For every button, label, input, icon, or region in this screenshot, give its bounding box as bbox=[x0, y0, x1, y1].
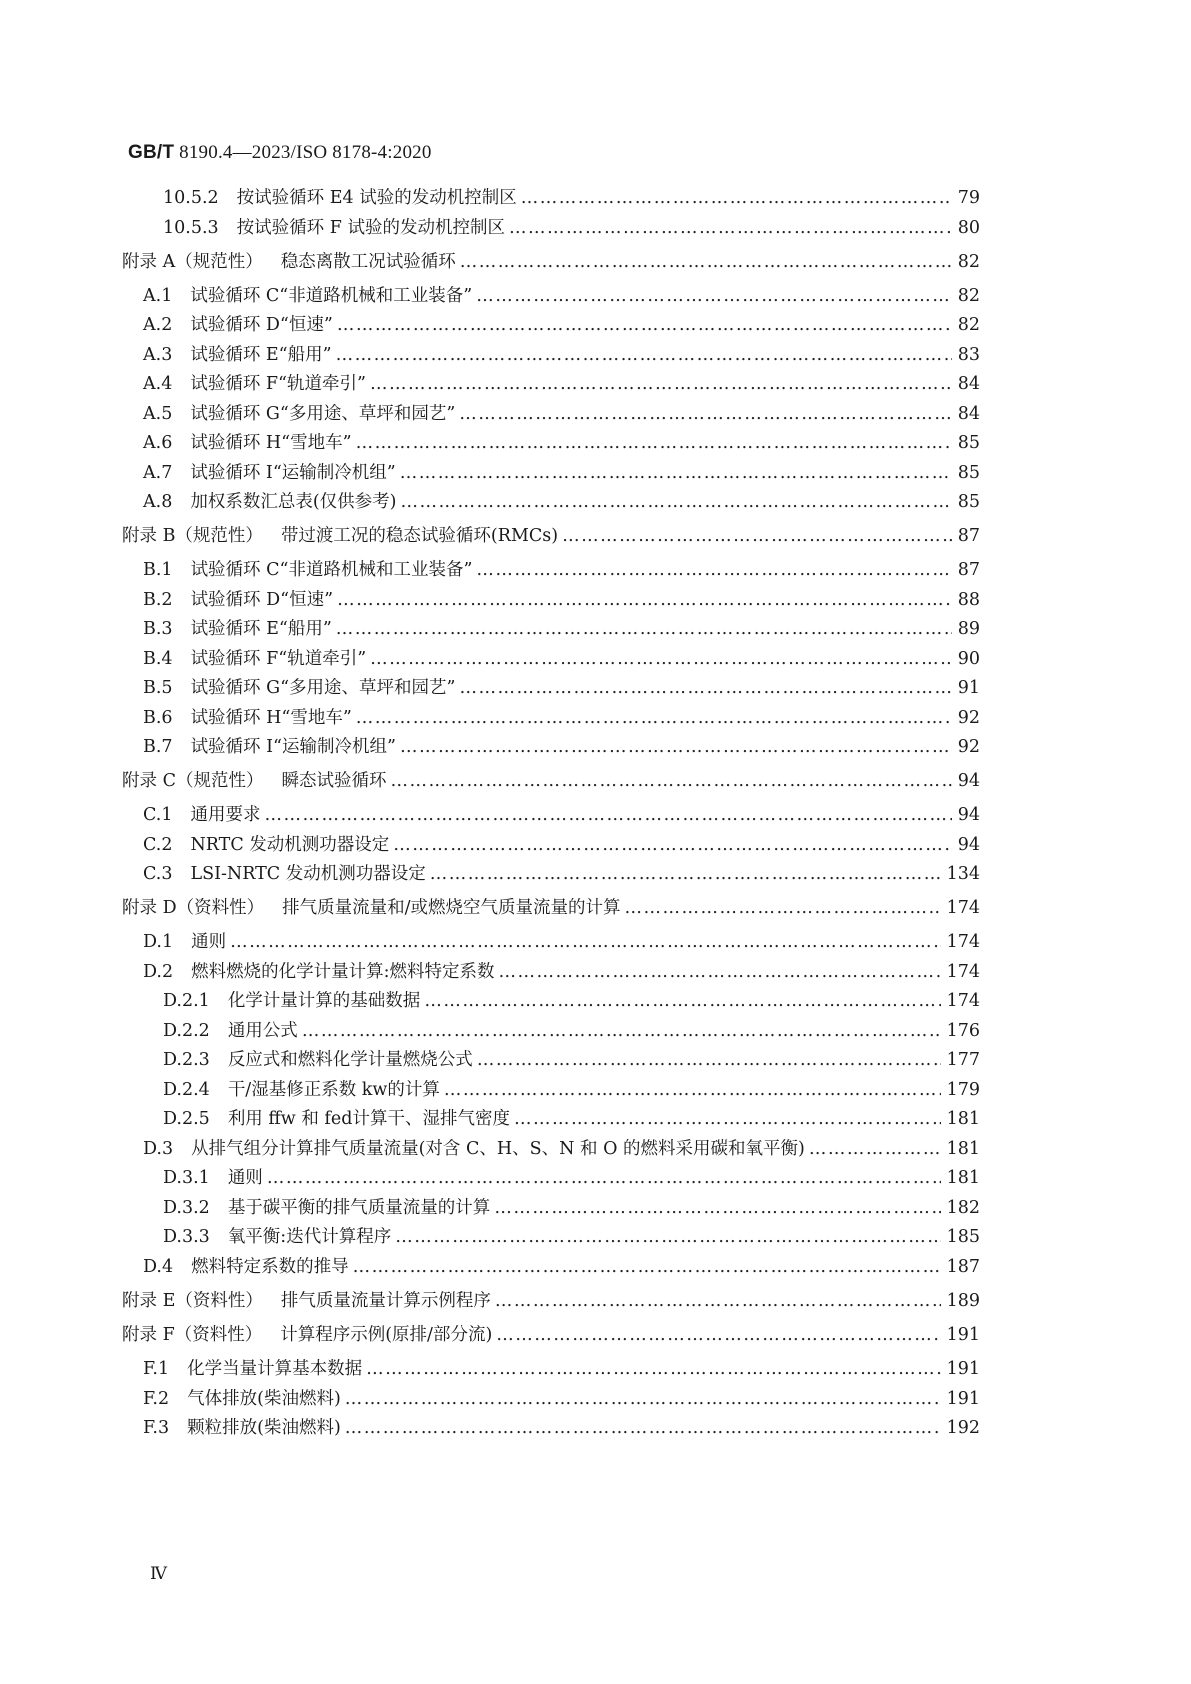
toc-entry-b7[interactable]: B.7 试验循环 I“运输制冷机组” …………………………………………………………………………………………………………………………………………………………………………………………………………………………………………………… 92 bbox=[143, 733, 980, 757]
toc-entry-c1[interactable]: C.1 通用要求 …………………………………………………………………………………………………………………………………………………………………………………………………………………………………………………… 94 bbox=[143, 801, 980, 825]
toc-entry-f3[interactable]: F.3 颗粒排放(柴油燃料) …………………………………………………………………………………………………………………………………………………………………………………………………………………………………………………… 192 bbox=[143, 1414, 980, 1438]
toc-entry-d2-3[interactable]: D.2.3 反应式和燃料化学计量燃烧公式 …………………………………………………………………………………………………………………………………………………………………………………………………………………………………………………… 177 bbox=[163, 1046, 980, 1070]
toc-entry-b3[interactable]: B.3 试验循环 E“船用” …………………………………………………………………………………………………………………………………………………………………………………………………………………………………………………… 89 bbox=[143, 615, 980, 639]
toc-entry-b1[interactable]: B.1 试验循环 C“非道路机械和工业装备” …………………………………………………………………………………………………………………………………………………………………………………………………………………………………………………… 87 bbox=[143, 556, 980, 580]
toc-entry-annex-c[interactable]: 附录 C（规范性） 瞬态试验循环 …………………………………………………………………………………………………………………………………………………………………………………………………………………………………………………… 94 bbox=[122, 767, 980, 791]
toc-entry-d3-2[interactable]: D.3.2 基于碳平衡的排气质量流量的计算 …………………………………………………………………………………………………………………………………………………………………………………………………………………………………………………… 182 bbox=[163, 1194, 980, 1218]
toc-entry-annex-b[interactable]: 附录 B（规范性） 带过渡工况的稳态试验循环(RMCs) …………………………………………………………………………………………………………………………………………………………………………………………………………………………………………………… 87 bbox=[122, 522, 980, 546]
toc-entry-d1[interactable]: D.1 通则 …………………………………………………………………………………………………………………………………………………………………………………………………………………………………………………… 174 bbox=[143, 928, 980, 952]
toc-entry-d2-2[interactable]: D.2.2 通用公式 …………………………………………………………………………………………………………………………………………………………………………………………………………………………………………………… 176 bbox=[163, 1017, 980, 1041]
toc-entry-annex-a[interactable]: 附录 A（规范性） 稳态离散工况试验循环 …………………………………………………………………………………………………………………………………………………………………………………………………………………………………………………… 82 bbox=[122, 248, 980, 272]
toc-entry-a7[interactable]: A.7 试验循环 I“运输制冷机组” …………………………………………………………………………………………………………………………………………………………………………………………………………………………………………………… 85 bbox=[143, 459, 980, 483]
toc-entry-a2[interactable]: A.2 试验循环 D“恒速” …………………………………………………………………………………………………………………………………………………………………………………………………………………………………………………… 82 bbox=[143, 311, 980, 335]
toc-entry-a8[interactable]: A.8 加权系数汇总表(仅供参考) …………………………………………………………………………………………………………………………………………………………………………………………………………………………………………………… 85 bbox=[143, 488, 980, 512]
toc-entry-b5[interactable]: B.5 试验循环 G“多用途、草坪和园艺” …………………………………………………………………………………………………………………………………………………………………………………………………………………………………………………… 91 bbox=[143, 674, 980, 698]
toc-entry-annex-f[interactable]: 附录 F（资料性） 计算程序示例(原排/部分流) …………………………………………………………………………………………………………………………………………………………………………………………………………………………………………………… 191 bbox=[122, 1321, 980, 1345]
page-numeral: Ⅳ bbox=[150, 1564, 167, 1583]
document-header bbox=[128, 142, 432, 164]
toc-entry-a5[interactable]: A.5 试验循环 G“多用途、草坪和园艺” …………………………………………………………………………………………………………………………………………………………………………………………………………………………………………………… 84 bbox=[143, 400, 980, 424]
standard-prefix: GB/T bbox=[128, 142, 175, 163]
toc-entry-d4[interactable]: D.4 燃料特定系数的推导 …………………………………………………………………………………………………………………………………………………………………………………………………………………………………………………… 187 bbox=[143, 1253, 980, 1277]
toc-entry-d2-1[interactable]: D.2.1 化学计量计算的基础数据 …………………………………………………………………………………………………………………………………………………………………………………………………………………………………………………… 174 bbox=[163, 987, 980, 1011]
toc-entry-b2[interactable]: B.2 试验循环 D“恒速” …………………………………………………………………………………………………………………………………………………………………………………………………………………………………………………… 88 bbox=[143, 586, 980, 610]
toc-entry-d3-3[interactable]: D.3.3 氧平衡:迭代计算程序 …………………………………………………………………………………………………………………………………………………………………………………………………………………………………………………… 185 bbox=[163, 1223, 980, 1247]
toc-entry-d3-1[interactable]: D.3.1 通则 …………………………………………………………………………………………………………………………………………………………………………………………………………………………………………………… 181 bbox=[163, 1164, 980, 1188]
toc-entry-f1[interactable]: F.1 化学当量计算基本数据 …………………………………………………………………………………………………………………………………………………………………………………………………………………………………………………… 191 bbox=[143, 1355, 980, 1379]
toc-entry-d2-5[interactable]: D.2.5 利用 ffw 和 fed计算干、湿排气密度 …………………………………………………………………………………………………………………………………………………………………………………………………………………………………………………… 181 bbox=[163, 1105, 980, 1129]
toc-entry-b4[interactable]: B.4 试验循环 F“轨道牵引” …………………………………………………………………………………………………………………………………………………………………………………………………………………………………………………… 90 bbox=[143, 645, 980, 669]
toc-entry-a1[interactable]: A.1 试验循环 C“非道路机械和工业装备” …………………………………………………………………………………………………………………………………………………………………………………………………………………………………………………… 82 bbox=[143, 282, 980, 306]
toc-entry-f2[interactable]: F.2 气体排放(柴油燃料) …………………………………………………………………………………………………………………………………………………………………………………………………………………………………………………… 191 bbox=[143, 1385, 980, 1409]
toc-entry-10-5-3[interactable]: 10.5.3 按试验循环 F 试验的发动机控制区 …………………………………………………………………………………………………………………………………………………………………………………………………………………………………………………… 80 bbox=[163, 214, 980, 238]
toc-entry-c2[interactable]: C.2 NRTC 发动机测功器设定 …………………………………………………………………………………………………………………………………………………………………………………………………………………………………………………… 94 bbox=[143, 831, 980, 855]
toc-entry-d2-4[interactable]: D.2.4 干/湿基修正系数 kw的计算 …………………………………………………………………………………………………………………………………………………………………………………………………………………………………………………… 179 bbox=[163, 1076, 980, 1100]
toc-entry-annex-d[interactable]: 附录 D（资料性） 排气质量流量和/或燃烧空气质量流量的计算 …………………………………………………………………………………………………………………………………………………………………………………………………………………………………………………… 174 bbox=[122, 894, 980, 918]
toc-entry-d2[interactable]: D.2 燃料燃烧的化学计量计算:燃料特定系数 …………………………………………………………………………………………………………………………………………………………………………………………………………………………………………………… 174 bbox=[143, 958, 980, 982]
standard-code: 8190.4—2023/ISO 8178-4:2020 bbox=[179, 142, 432, 163]
toc-entry-10-5-2[interactable]: 10.5.2 按试验循环 E4 试验的发动机控制区 …………………………………………………………………………………………………………………………………………………………………………………………………………………………………………………… 79 bbox=[163, 184, 980, 208]
toc-entry-a6[interactable]: A.6 试验循环 H“雪地车” …………………………………………………………………………………………………………………………………………………………………………………………………………………………………………………… 85 bbox=[143, 429, 980, 453]
toc-entry-annex-e[interactable]: 附录 E（资料性） 排气质量流量计算示例程序 …………………………………………………………………………………………………………………………………………………………………………………………………………………………………………………… 189 bbox=[122, 1287, 980, 1311]
toc-entry-a4[interactable]: A.4 试验循环 F“轨道牵引” …………………………………………………………………………………………………………………………………………………………………………………………………………………………………………………… 84 bbox=[143, 370, 980, 394]
toc-entry-a3[interactable]: A.3 试验循环 E“船用” …………………………………………………………………………………………………………………………………………………………………………………………………………………………………………………… 83 bbox=[143, 341, 980, 365]
toc-entry-d3[interactable]: D.3 从排气组分计算排气质量流量(对含 C、H、S、N 和 O 的燃料采用碳和氧平衡) …………………………………………………………………………………………………………………………………………………………………………………………………………………………………………………… 181 bbox=[143, 1135, 980, 1159]
toc-entry-b6[interactable]: B.6 试验循环 H“雪地车” …………………………………………………………………………………………………………………………………………………………………………………………………………………………………………………… 92 bbox=[143, 704, 980, 728]
toc-entry-c3[interactable]: C.3 LSI-NRTC 发动机测功器设定 …………………………………………………………………………………………………………………………………………………………………………………………………………………………………………………… 134 bbox=[143, 860, 980, 884]
